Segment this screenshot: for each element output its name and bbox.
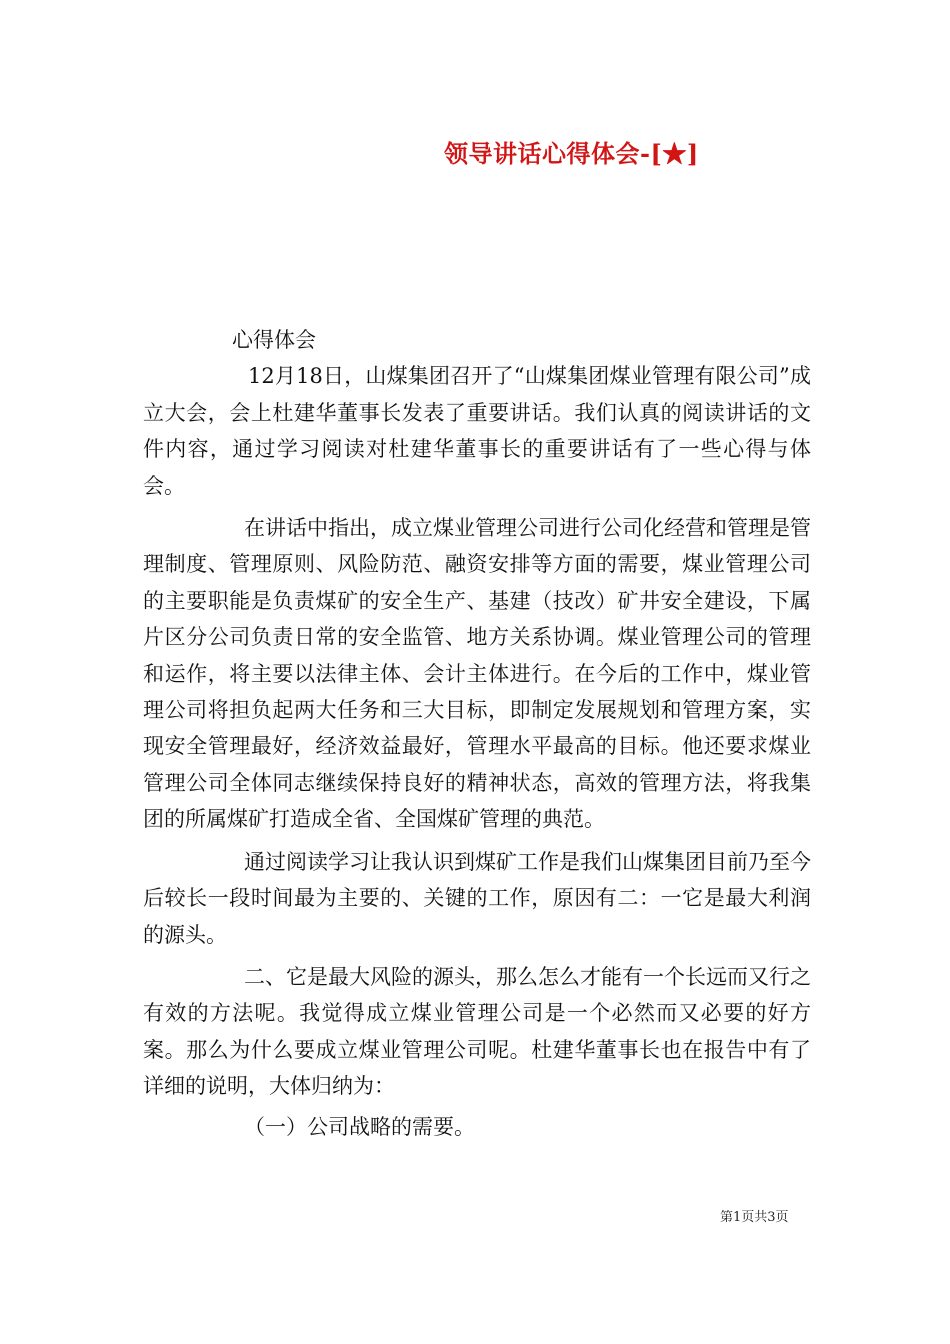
document-title: 领导讲话心得体会-[★] [444,139,699,168]
paragraph-4: 二、它是最大风险的源头，那么怎么才能有一个长远而又行之有效的方法呢。我觉得成立煤业管理公司是一个必然而又必要的好方案。那么为什么要成立煤业管理公司呢。杜建华董事长也在报告中有了详细的说明，大体归纳为： [143,964,811,1099]
paragraph-3: 通过阅读学习让我认识到煤矿工作是我们山煤集团目前乃至今后较长一段时间最为主要的、关键的工作，原因有二：一它是最大利润的源头。 [143,849,811,947]
section-heading: 心得体会 [232,328,316,352]
page-number: 第1页共3页 [720,1210,789,1225]
document-body [143,322,811,1145]
paragraph-1: 12月18日，山煤集团召开了“山煤集团煤业管理有限公司”成立大会，会上杜建华董事长发表了重要讲话。我们认真的阅读讲话的文件内容，通过学习阅读对杜建华董事长的重要讲话有了一些心得与体会。 [143,364,811,498]
paragraph-5: （一）公司战略的需要。 [244,1114,475,1139]
paragraph-2: 在讲话中指出，成立煤业管理公司进行公司化经营和管理是管理制度、管理原则、风险防范、融资安排等方面的需要，煤业管理公司的主要职能是负责煤矿的安全生产、基建（技改）矿井安全建设，下属片区分公司负责日常的安全监管、地方关系协调。煤业管理公司的管理和运作，将主要以法律主体、会计主体进行。在今后的工作中，煤业管理公司将担负起两大任务和三大目标，即制定发展规划和管理方案，实现安全管理最好，经济效益最好，管理水平最高的目标。他还要求煤业管理公司全体同志继续保持良好的精神状态，高效的管理方法，将我集团的所属煤矿打造成全省、全国煤矿管理的典范。 [143,516,811,832]
